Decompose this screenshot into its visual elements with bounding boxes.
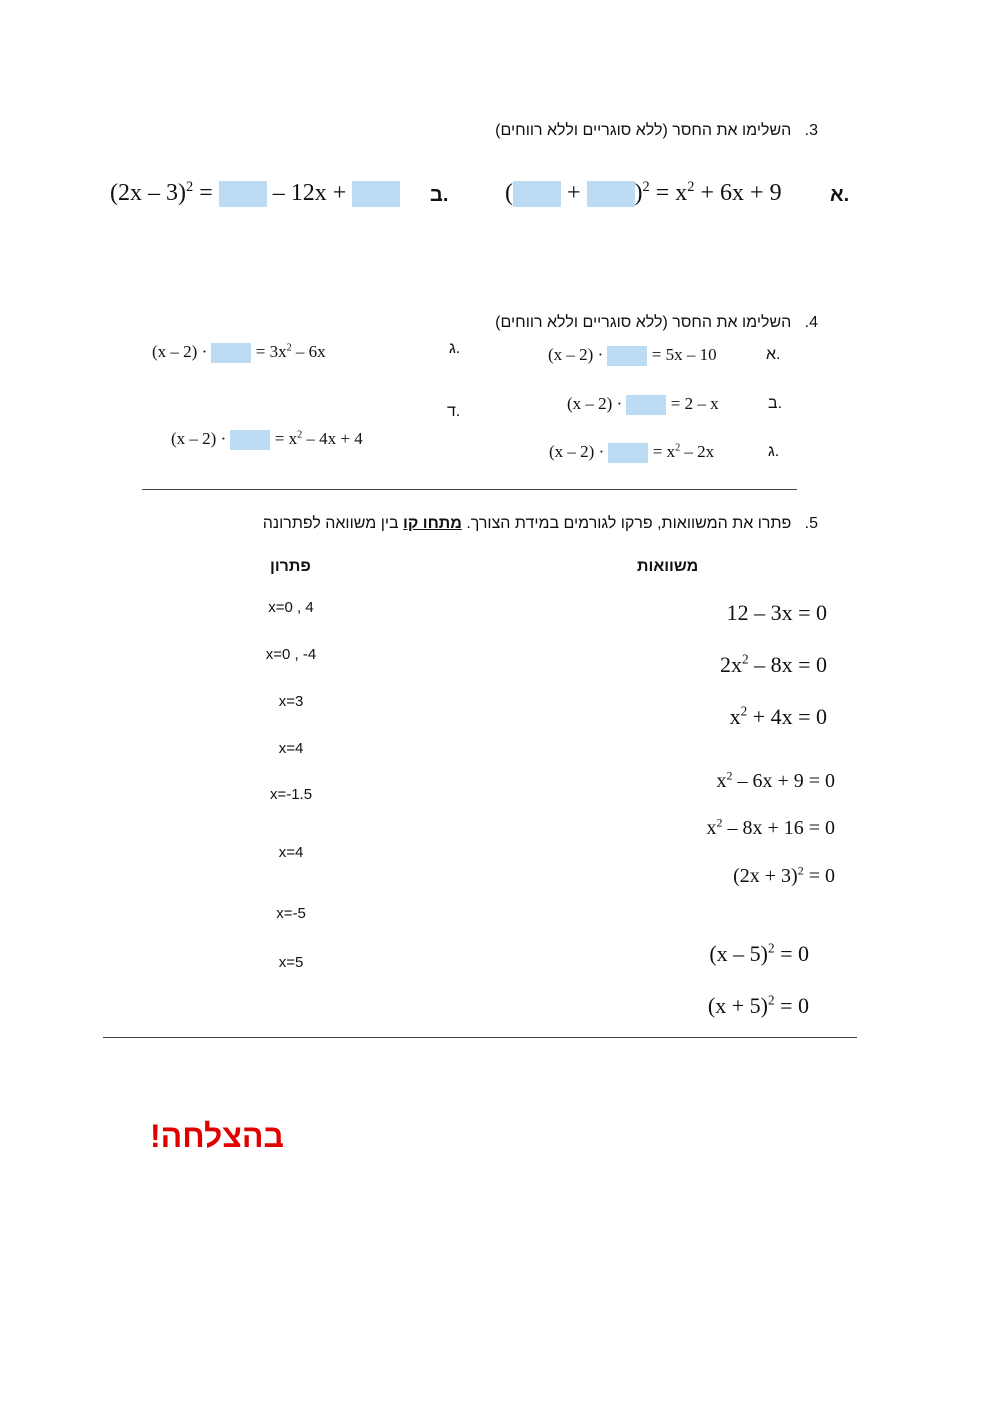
q5-instruction: 5. פתרו את המשוואות, פרקו לגורמים במידת הצורך. מתחו קו בין משוואה לפתרונה [262, 515, 818, 532]
q5-equation[interactable]: $x^2 + 4x = 0$ [729, 703, 827, 729]
success-message: בהצלחה! [150, 1118, 284, 1154]
q5-solution[interactable]: x=-5 [276, 905, 306, 922]
q4-a-blank[interactable] [607, 346, 647, 366]
q4-c2-label: ג. [449, 340, 461, 357]
q5-solution[interactable]: x=-1.5 [269, 786, 313, 803]
q4-item-b: (x – 2) · = 2 – x [567, 394, 719, 415]
q4-instruction [495, 314, 818, 332]
q5-col-equations: משוואות [637, 558, 699, 575]
q3-b-equation: (2x – 3)$^2$ = – 12x + [110, 180, 400, 207]
q4-number: 4. [804, 314, 818, 331]
q5-solution[interactable]: x=5 [278, 954, 304, 971]
q4-d-blank[interactable] [230, 430, 270, 450]
q5-solution[interactable]: x=4 [278, 844, 304, 861]
q5-equation[interactable]: 12 – 3x = 0 [726, 600, 827, 625]
q4-c2-blank[interactable] [211, 343, 251, 363]
q3-a-open-paren: ( [505, 180, 513, 206]
divider-q4 [142, 489, 797, 490]
q4-d-label: ד. [447, 403, 461, 420]
q3-b-blank-1[interactable] [219, 181, 267, 207]
q5-number: 5. [804, 515, 818, 532]
q5-equation[interactable]: (x – 5)$^2$ = 0 [709, 940, 809, 966]
q4-item-c2: (x – 2) · = $3x^2 - 6x$ [152, 342, 326, 363]
q5-solution[interactable]: x=3 [278, 693, 304, 710]
q4-b-label: ב. [768, 395, 783, 412]
q3-b-label: ב. [430, 184, 449, 206]
q5-equation[interactable]: $x^2 - 8x + 16 = 0$ [706, 815, 835, 839]
q5-equation[interactable]: $x^2 - 6x + 9 = 0$ [716, 768, 835, 792]
divider-q5 [103, 1037, 857, 1038]
q5-equation[interactable]: $(x + 5)^2 = 0$ [707, 992, 809, 1018]
q3-a-label: א. [830, 184, 850, 206]
q4-item-a: (x – 2) · = 5x – 10 [548, 345, 717, 366]
q4-c-blank[interactable] [608, 443, 648, 463]
q3-a-equation: ( + )$^2 = x^2 + 6x + 9$ [505, 179, 782, 206]
q4-item-d: (x – 2) · = $x^2 - 4x + 4$ [171, 429, 363, 450]
q4-b-blank[interactable] [626, 395, 666, 415]
q4-item-c: (x – 2) · = $x^2 - 2x$ [549, 442, 714, 463]
q5-solution[interactable]: x=0 , 4 [268, 599, 314, 616]
q5-equation[interactable]: $(2x + 3)^2 = 0$ [733, 863, 835, 887]
q3-instruction-text: השלימו את החסר (ללא סוגריים וללא רווחים) [495, 122, 792, 139]
q3-b-blank-2[interactable] [352, 181, 400, 207]
q5-solution[interactable]: x=4 [278, 740, 304, 757]
q5-instruction-bold: מתחו קו [403, 515, 462, 532]
q3-a-blank-1[interactable] [513, 181, 561, 207]
q5-solution[interactable]: x=0 , -4 [265, 646, 317, 663]
q4-c-label: ג. [768, 443, 780, 460]
q4-instruction-text: השלימו את החסר (ללא סוגריים וללא רווחים) [495, 314, 792, 331]
q4-a-label: א. [766, 346, 781, 363]
q3-number: 3. [804, 122, 818, 139]
q3-a-plus: + [567, 180, 581, 206]
q5-col-solutions: פתרון [270, 558, 311, 575]
q5-equation[interactable]: $2x^2 - 8x = 0$ [719, 651, 827, 677]
q3-a-blank-2[interactable] [587, 181, 635, 207]
q3-instruction [495, 122, 818, 140]
